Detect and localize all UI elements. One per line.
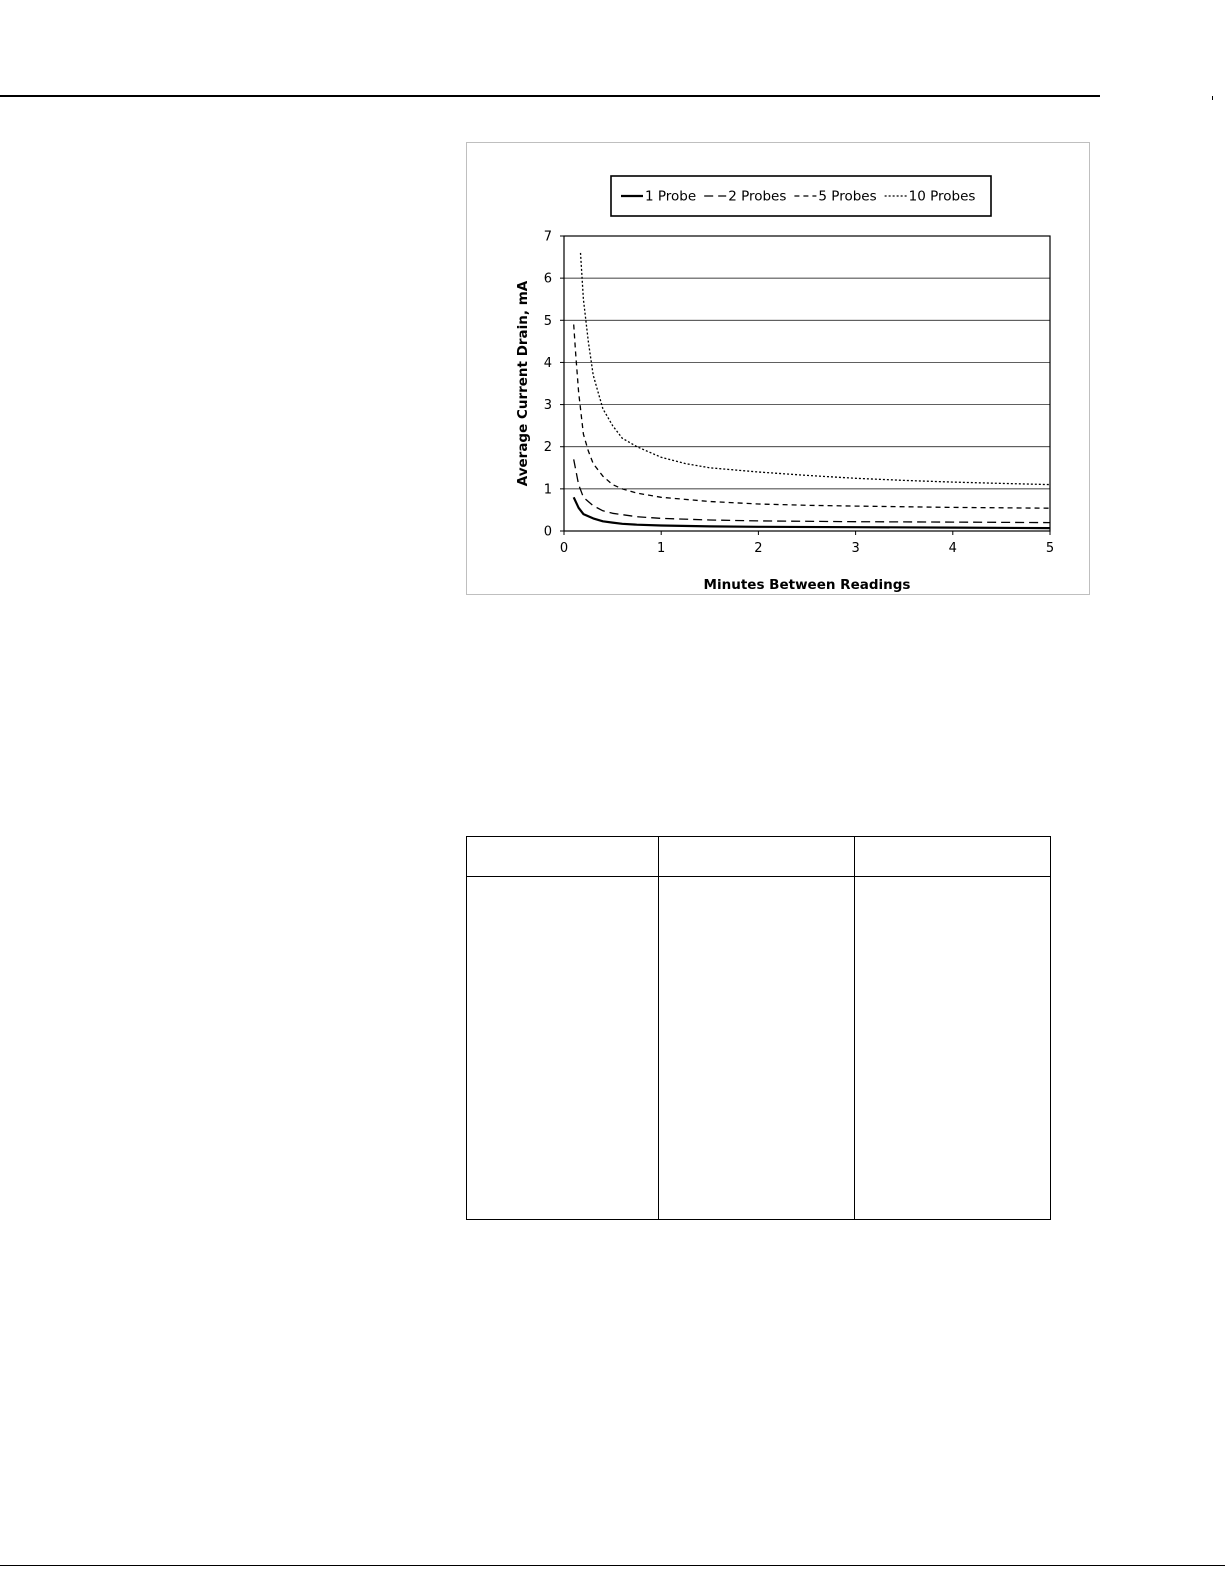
y-tick-label: 7 <box>543 229 552 245</box>
series-line-2-probes <box>574 459 1050 522</box>
data-table <box>466 836 1051 1220</box>
y-tick-label: 2 <box>543 440 552 456</box>
margin-mark <box>1212 96 1213 100</box>
y-axis-label: Average Current Drain, mA <box>515 280 531 487</box>
header-rule <box>0 95 1100 97</box>
plot-area-border <box>564 236 1050 531</box>
series-line-10-probes <box>581 253 1051 485</box>
table-cell <box>855 877 1051 1220</box>
table-cell <box>659 877 855 1220</box>
legend-label: 5 Probes <box>818 188 877 205</box>
y-tick-label: 1 <box>543 482 552 498</box>
table-row <box>467 877 1051 1220</box>
legend-label: 1 Probe <box>645 188 697 205</box>
x-axis-label: Minutes Between Readings <box>703 577 911 593</box>
table-cell <box>467 877 659 1220</box>
series-line-1-probe <box>574 497 1050 528</box>
x-tick-label: 0 <box>559 541 569 556</box>
y-tick-label: 5 <box>543 313 552 329</box>
table-header-cell <box>855 837 1051 877</box>
legend-label: 10 Probes <box>908 188 976 205</box>
table-header-row <box>467 837 1051 877</box>
series-line-5-probes <box>574 325 1050 509</box>
footer-rule <box>0 1565 1225 1566</box>
chart-svg <box>467 143 1091 596</box>
current-drain-chart <box>466 142 1090 595</box>
legend-label: 2 Probes <box>728 188 787 205</box>
y-tick-label: 3 <box>543 398 552 414</box>
y-tick-label: 6 <box>543 271 552 287</box>
y-tick-label: 4 <box>543 355 552 371</box>
x-tick-label: 3 <box>851 541 860 556</box>
table-header-cell <box>467 837 659 877</box>
x-tick-label: 4 <box>948 541 957 556</box>
y-tick-label: 0 <box>543 524 552 540</box>
x-tick-label: 1 <box>657 541 666 556</box>
x-tick-label: 5 <box>1045 541 1055 556</box>
table-header-cell <box>659 837 855 877</box>
x-tick-label: 2 <box>754 541 763 556</box>
